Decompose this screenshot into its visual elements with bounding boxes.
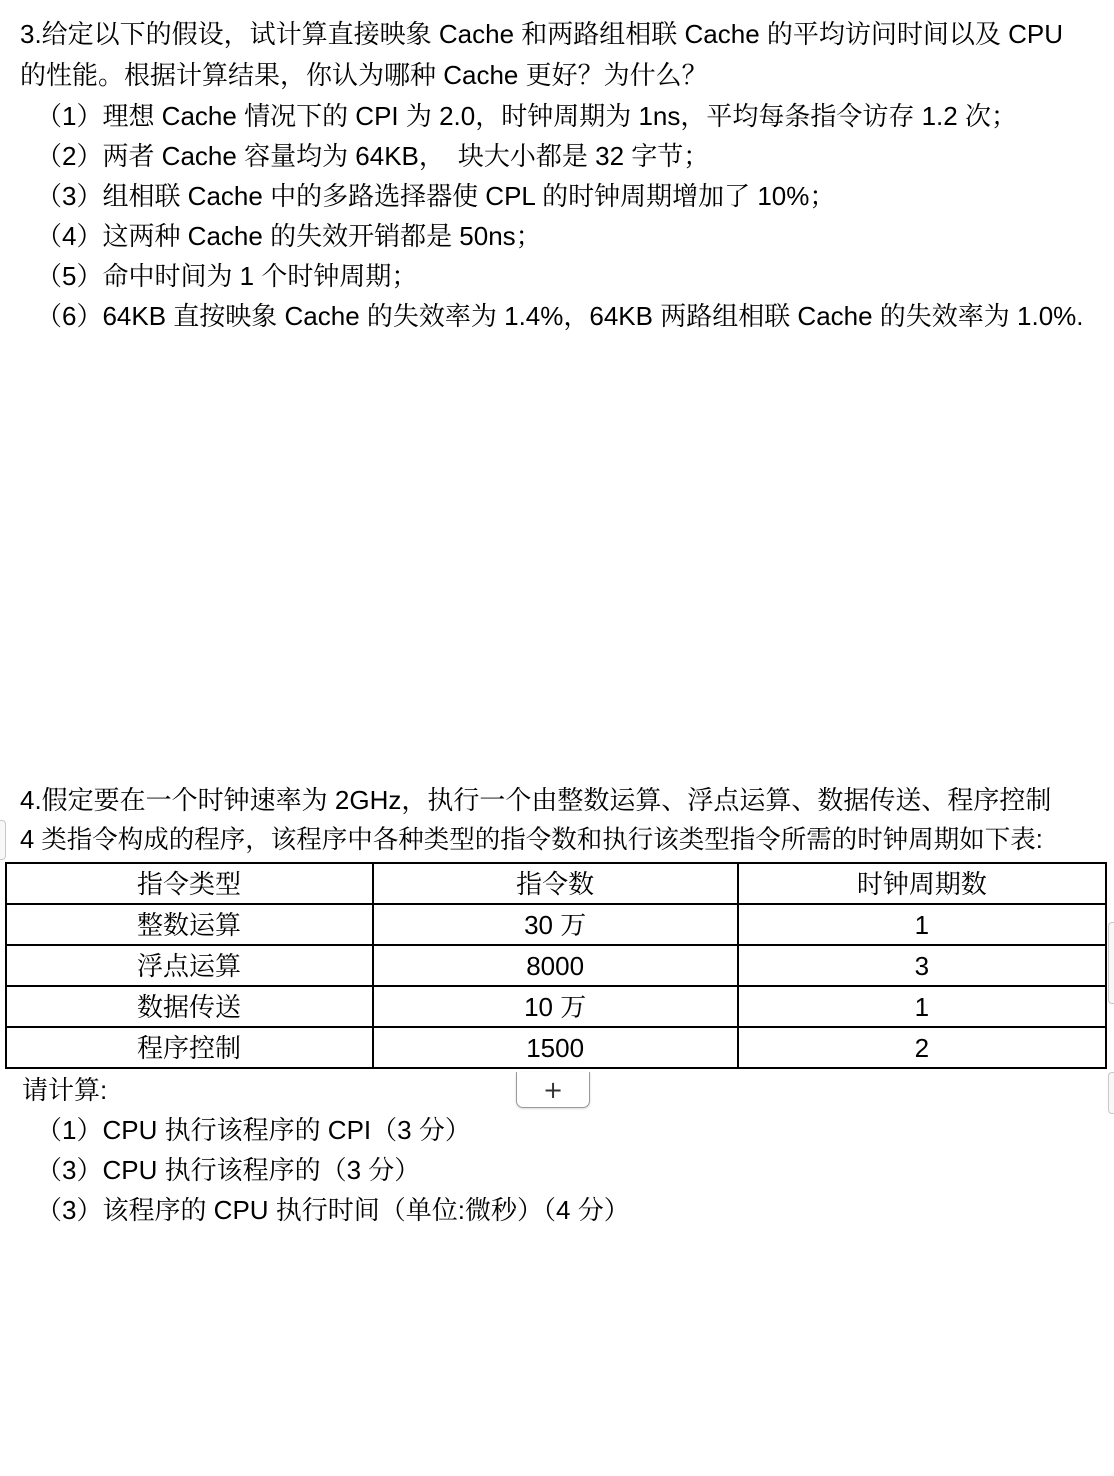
- left-edge-handle[interactable]: [0, 820, 6, 860]
- table-right-handle[interactable]: [1108, 922, 1114, 1004]
- table-cell[interactable]: 8000: [373, 945, 738, 986]
- table-cell[interactable]: 3: [738, 945, 1106, 986]
- question-3-title-line-2: 的性能。根据计算结果，你认为哪种 Cache 更好？为什么？: [20, 60, 708, 90]
- table-cell[interactable]: 2: [738, 1027, 1106, 1068]
- assumption-item: （2）两者 Cache 容量均为 64KB， 块大小都是 32 字节；: [36, 141, 710, 171]
- table-cell[interactable]: 1: [738, 904, 1106, 945]
- question-3-title-line-1: 3.给定以下的假设，试计算直接映象 Cache 和两路组相联 Cache 的平均访问时间以及 CPU: [20, 19, 1064, 49]
- table-cell[interactable]: 整数运算: [6, 904, 373, 945]
- table-cell[interactable]: 1500: [373, 1027, 738, 1068]
- header-instruction-type[interactable]: 指令类型: [6, 863, 373, 904]
- question-4-title-line-2: 4 类指令构成的程序，该程序中各种类型的指令数和执行该类型指令所需的时钟周期如下表:: [20, 826, 1043, 854]
- header-instruction-count[interactable]: 指令数: [373, 863, 738, 904]
- task-item: （3）CPU 执行该程序的（3 分）: [36, 1155, 421, 1185]
- table-header-row: [6, 863, 1106, 904]
- assumption-item: （4）这两种 Cache 的失效开销都是 50ns；: [36, 221, 542, 251]
- assumption-item: （6）64KB 直按映象 Cache 的失效率为 1.4%，64KB 两路组相联 Cache 的失效率为 1.0%.: [36, 301, 1084, 331]
- header-clock-cycles[interactable]: 时钟周期数: [738, 863, 1106, 904]
- table-row: [6, 945, 1106, 986]
- assumption-item: （5）命中时间为 1 个时钟周期；: [36, 261, 418, 291]
- table-row: [6, 904, 1106, 945]
- question-4-title-line-1: 4.假定要在一个时钟速率为 2GHz，执行一个由整数运算、浮点运算、数据传送、程序控制: [20, 785, 1052, 815]
- table-right-handle[interactable]: [1108, 1072, 1114, 1114]
- assumption-item: （3）组相联 Cache 中的多路选择器使 CPL 的时钟周期增加了 10%；: [36, 181, 836, 211]
- table-row: [6, 1027, 1106, 1068]
- calculate-label: 请计算:: [22, 1075, 108, 1105]
- assumption-item: （1）理想 Cache 情况下的 CPI 为 2.0，时钟周期为 1ns，平均每条指令访存 1.2 次；: [36, 101, 1017, 131]
- table-row: [6, 986, 1106, 1027]
- table-cell[interactable]: 10 万: [373, 986, 738, 1027]
- table-cell[interactable]: 1: [738, 986, 1106, 1027]
- add-row-button[interactable]: +: [516, 1072, 590, 1108]
- task-item: （3）该程序的 CPU 执行时间（单位:微秒）（4 分）: [36, 1195, 630, 1225]
- table-cell[interactable]: 程序控制: [6, 1027, 373, 1068]
- instruction-table[interactable]: [5, 862, 1107, 1069]
- table-cell[interactable]: 浮点运算: [6, 945, 373, 986]
- table-cell[interactable]: 数据传送: [6, 986, 373, 1027]
- task-item: （1）CPU 执行该程序的 CPI（3 分）: [36, 1115, 471, 1145]
- table-cell[interactable]: 30 万: [373, 904, 738, 945]
